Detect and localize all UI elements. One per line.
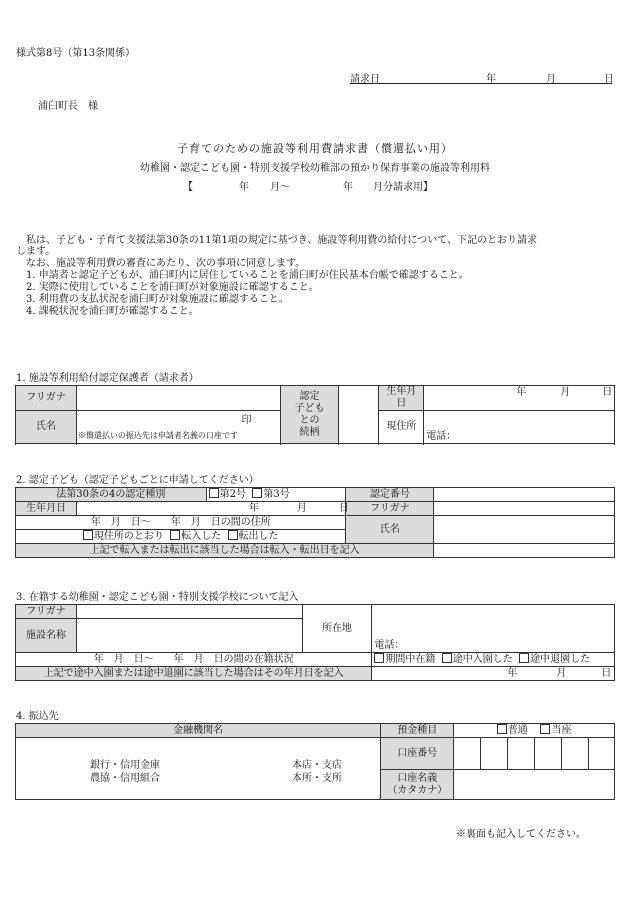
moved-out-label: 転出した — [238, 531, 279, 542]
cert-no-label: 認定番号 — [346, 488, 434, 502]
billing-period-month1: 月～ — [270, 182, 290, 193]
account-holder-line: （カタカナ） — [387, 784, 448, 796]
bank-name-input[interactable] — [16, 738, 381, 800]
facility-furigana-input[interactable] — [76, 605, 302, 619]
account-digit-3[interactable] — [508, 738, 535, 770]
billing-period-month2: 月分請求用】 — [373, 182, 433, 193]
cert-type-label: 法第30条の4の認定種別 — [16, 488, 207, 502]
child-birthdate-input[interactable] — [76, 502, 349, 516]
current-address-checkbox[interactable] — [83, 530, 93, 540]
cert-type-3-label: 第3号 — [263, 489, 290, 500]
facility-phone-label: 電話： — [374, 640, 405, 651]
current-address-label: 現住所のとおり — [93, 531, 164, 542]
year-label: 年 — [516, 387, 527, 398]
consent-item: 1. 申請者と認定子どもが、浦臼町内に居住していることを浦臼町が住民基本台帳で確認すること。 — [26, 270, 469, 281]
relation-line: 認定 — [299, 390, 320, 402]
child-table — [15, 487, 615, 558]
year-label: 年 — [507, 668, 518, 679]
furigana-label: フリガナ — [16, 386, 77, 411]
page-subtitle: 幼稚園・認定こども園・特別支援学校幼稚部の預かり保育事業の施設等利用料 — [140, 163, 490, 174]
request-date-label: 請求日 — [350, 74, 380, 85]
cert-type-3-checkbox[interactable] — [252, 488, 262, 498]
guardian-furigana-input[interactable] — [76, 386, 280, 411]
phone-label: 電話： — [426, 431, 457, 442]
normal-deposit-label: 普通 — [507, 725, 528, 736]
request-date-month: 月 — [546, 74, 556, 85]
enrollment-period-label: 年 月 日～ 年 月 日の間の在籍状況 — [16, 653, 372, 667]
account-holder-input[interactable] — [454, 770, 615, 800]
child-furigana-label: フリガナ — [346, 502, 434, 516]
address-label: 現住所 — [379, 411, 424, 444]
join-leave-date-label: 上記で途中入園または途中退園に該当した場合はその年月日を記入 — [16, 667, 372, 681]
section4-heading: 4. 振込先 — [16, 711, 59, 722]
billing-period-open: 【 — [183, 182, 193, 193]
billing-period[interactable] — [183, 178, 453, 191]
location-label: 所在地 — [302, 605, 372, 653]
bank-kind-label: 銀行・信用金庫 — [90, 760, 160, 771]
bank-table — [15, 723, 615, 800]
account-digit-2[interactable] — [481, 738, 508, 770]
addressee: 浦臼町長 様 — [38, 101, 98, 112]
cert-type-2-label: 第2号 — [219, 489, 247, 500]
consent-item: 2. 実際に使用していることを浦臼町が対象施設に確認すること。 — [26, 282, 319, 293]
seal-mark: 印 — [241, 415, 252, 426]
move-date-input[interactable] — [434, 544, 615, 558]
join-leave-date-input[interactable] — [372, 667, 615, 681]
facility-furigana-label: フリガナ — [16, 605, 77, 619]
facility-name-input[interactable] — [76, 619, 302, 653]
relation-input[interactable] — [339, 386, 379, 444]
address-period-label: 年 月 日～ 年 月 日の間の住所 — [16, 516, 346, 530]
relation-label — [280, 386, 339, 444]
account-holder-line: 口座名義 — [397, 772, 438, 784]
birthdate-label: 生年月日 — [379, 386, 424, 411]
guardian-address-input[interactable] — [424, 411, 615, 444]
consent-item: 4. 課税状況を浦臼町が確認すること。 — [26, 306, 199, 317]
request-date-year: 年 — [486, 74, 496, 85]
day-label: 日 — [602, 387, 613, 398]
month-label: 月 — [296, 503, 307, 514]
move-date-label: 上記で転入または転出に該当した場合は転入・転出日を記入 — [16, 544, 434, 558]
section1-heading: 1. 施設等利用給付認定保護者（請求者） — [16, 373, 199, 384]
moved-in-label: 転入した — [181, 531, 222, 542]
year-label: 年 — [248, 503, 259, 514]
consent-paragraph: 私は、子ども・子育て支援法第30条の11第1項の規定に基づき、施設等利用費の給付について、下記のとおり請求 — [26, 235, 538, 246]
account-digit-6[interactable] — [589, 738, 615, 770]
account-digit-1[interactable] — [454, 738, 481, 770]
account-digit-4[interactable] — [535, 738, 562, 770]
month-label: 月 — [560, 387, 571, 398]
moved-in-checkbox[interactable] — [170, 530, 180, 540]
branch-kind-label: 本店・支店 — [292, 760, 342, 771]
consent-item: 3. 利用費の支払状況を浦臼町が対象施設に確認すること。 — [26, 294, 289, 305]
full-period-label: 期間中在籍 — [385, 654, 436, 665]
left-label: 途中退園した — [530, 654, 591, 665]
billing-period-year2: 年 — [343, 182, 353, 193]
child-name-label: 氏名 — [346, 516, 434, 544]
account-digit-5[interactable] — [562, 738, 589, 770]
current-deposit-label: 当座 — [551, 725, 572, 736]
deposit-type-label: 預金種目 — [381, 724, 454, 738]
facility-name-label: 施設名称 — [16, 619, 77, 653]
billing-period-year1: 年 — [239, 182, 249, 193]
cert-type-options — [206, 488, 346, 502]
relation-line: 子ども — [294, 402, 325, 414]
child-birthdate-label: 生年月日 — [16, 502, 77, 516]
child-furigana-input[interactable] — [434, 502, 615, 516]
form-number: 様式第8号（第13条関係） — [16, 48, 136, 59]
relation-line: との — [299, 414, 320, 426]
deposit-type-options — [454, 724, 615, 738]
day-label: 日 — [601, 668, 612, 679]
normal-deposit-checkbox[interactable] — [497, 724, 507, 734]
section2-heading: 2. 認定子ども（認定子どもごとに申請してください） — [16, 475, 259, 486]
name-label: 氏名 — [16, 411, 77, 444]
current-deposit-checkbox[interactable] — [540, 724, 550, 734]
bank-name-label: 金融機関名 — [16, 724, 381, 738]
consent-intro: なお、施設等利用費の審査にあたり、次の事項に同意します。 — [26, 258, 306, 269]
branch-kind-label: 本所・支所 — [292, 773, 342, 784]
account-note: ※償還払いの振込先は申請者名義の口座です — [77, 431, 238, 440]
page-title: 子育てのための施設等利用費請求書（償還払い用） — [177, 142, 453, 155]
month-label: 月 — [556, 668, 567, 679]
section3-heading: 3. 在籍する幼稚園・認定こども園・特別支援学校について記入 — [16, 592, 299, 603]
relation-line: 続柄 — [299, 426, 320, 438]
footer-note: ※裏面も記入してください。 — [456, 829, 586, 840]
guardian-table — [15, 385, 615, 444]
enrollment-options — [372, 653, 615, 667]
cert-type-2-checkbox[interactable] — [209, 488, 219, 498]
location-input[interactable] — [372, 605, 615, 653]
child-name-input[interactable] — [434, 516, 615, 544]
moved-out-checkbox[interactable] — [228, 530, 238, 540]
full-period-checkbox[interactable] — [374, 653, 384, 663]
joined-label: 途中入園した — [452, 654, 513, 665]
account-number-label: 口座番号 — [381, 738, 454, 770]
account-holder-label — [381, 770, 454, 800]
joined-checkbox[interactable] — [442, 653, 452, 663]
cert-no-input[interactable] — [434, 488, 615, 502]
left-checkbox[interactable] — [519, 653, 529, 663]
guardian-name-input[interactable] — [76, 411, 280, 444]
day-label: 日 — [338, 503, 349, 514]
facility-table — [15, 604, 615, 681]
guardian-birthdate-input[interactable] — [424, 386, 615, 411]
consent-paragraph-cont: します。 — [16, 246, 56, 257]
bank-kind-label: 農協・信用組合 — [90, 773, 160, 784]
request-date[interactable] — [350, 70, 612, 84]
address-options — [16, 530, 346, 544]
request-date-day: 日 — [604, 74, 614, 85]
